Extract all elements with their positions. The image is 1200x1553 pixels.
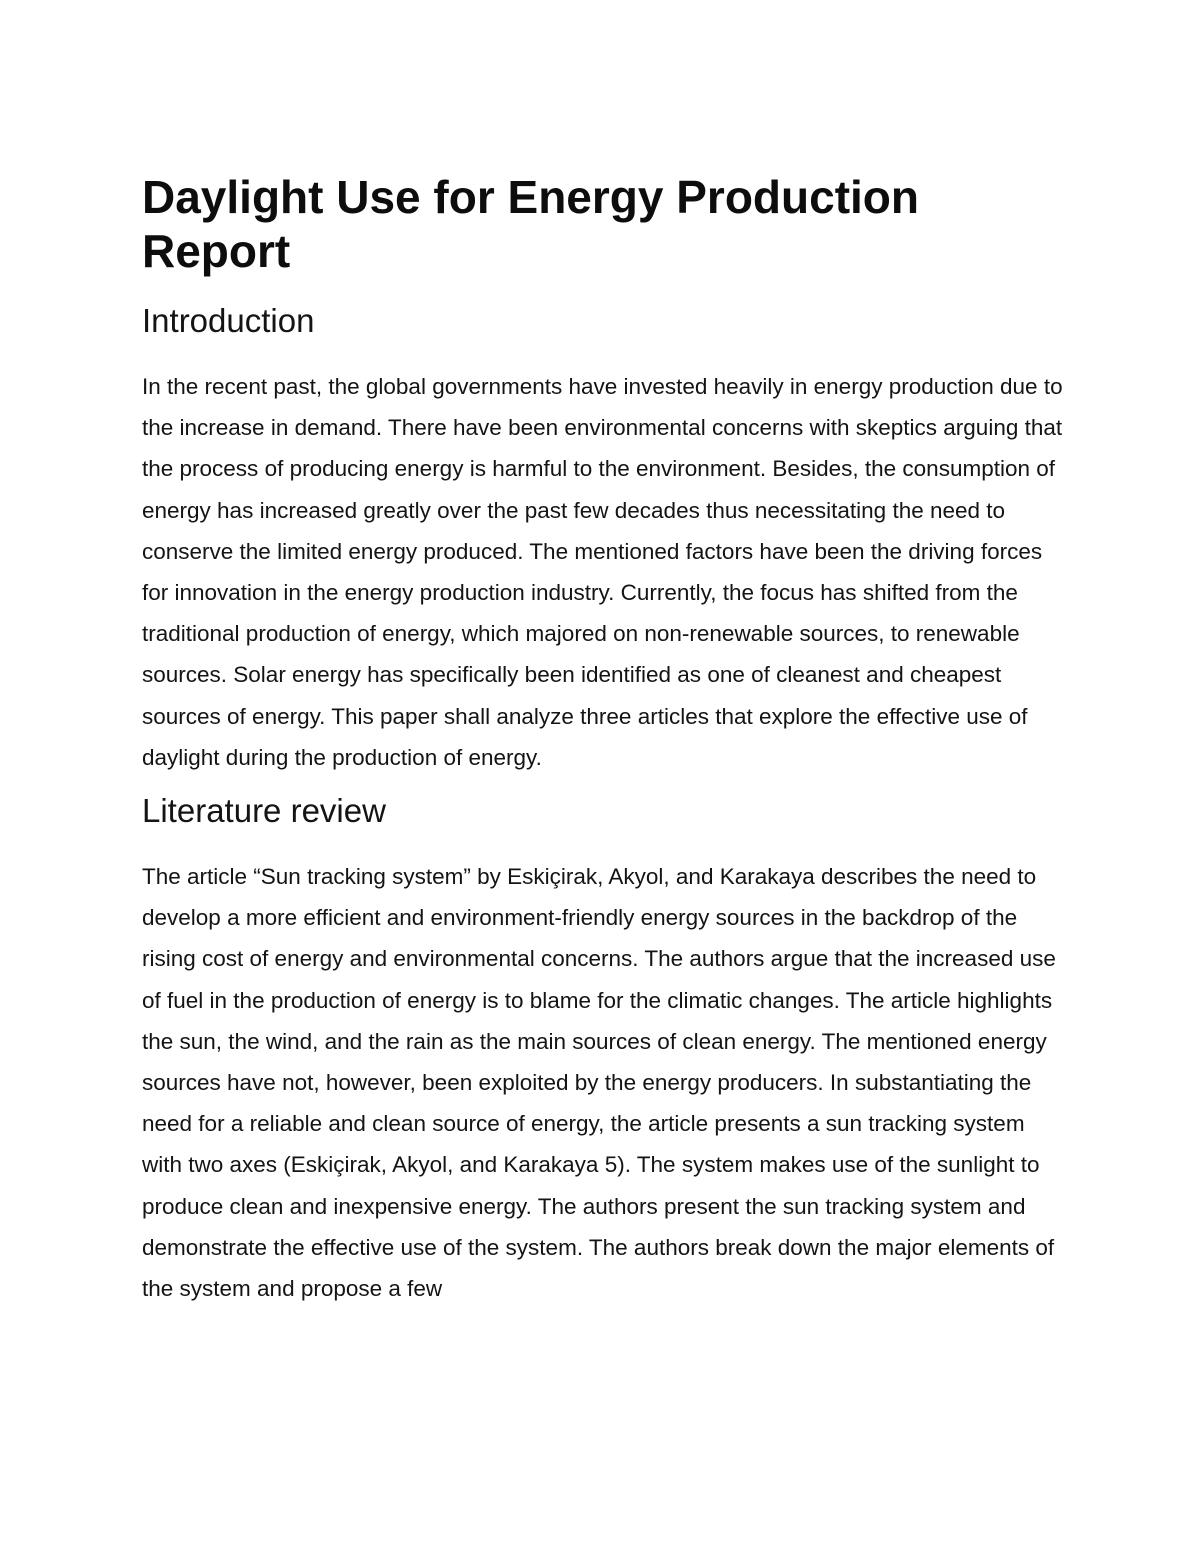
document-title: Daylight Use for Energy Production Report xyxy=(142,171,919,277)
section-heading-literature-review: Literature review xyxy=(142,792,386,830)
section-heading-introduction: Introduction xyxy=(142,302,315,339)
introduction-paragraph: In the recent past, the global governments have invested heavily in energy production due to the increase in demand. There have been environmental concerns with skeptics arguing that the process of producing energy is harmful to the environment. Besides, the consumption of energy has increased greatly over the past few decades thus necessitating the need to conserve the limited energy produced. The mentioned factors have been the driving forces for innovation in the energy production industry. Currently, the focus has shifted from the traditional production of energy, which majored on non-renewable sources, to renewable sources. Solar energy has specifically been identified as one of cleanest and cheapest sources of energy. This paper shall analyze three articles that explore the effective use of daylight during the production of energy. xyxy=(142,374,1063,770)
document-body xyxy=(142,170,1067,1309)
literature-review-paragraph: The article “Sun tracking system” by Eskiçirak, Akyol, and Karakaya describes the need to develop a more efficient and environment-friendly energy sources in the backdrop of the rising cost of energy and environmental concerns. The authors argue that the increased use of fuel in the production of energy is to blame for the climatic changes. The article highlights the sun, the wind, and the rain as the main sources of clean energy. The mentioned energy sources have not, however, been exploited by the energy producers. In substantiating the need for a reliable and clean source of energy, the article presents a sun tracking system with two axes (Eskiçirak, Akyol, and Karakaya 5). The system makes use of the sunlight to produce clean and inexpensive energy. The authors present the sun tracking system and demonstrate the effective use of the system. The authors break down the major elements of the system and propose a few xyxy=(142,864,1056,1302)
